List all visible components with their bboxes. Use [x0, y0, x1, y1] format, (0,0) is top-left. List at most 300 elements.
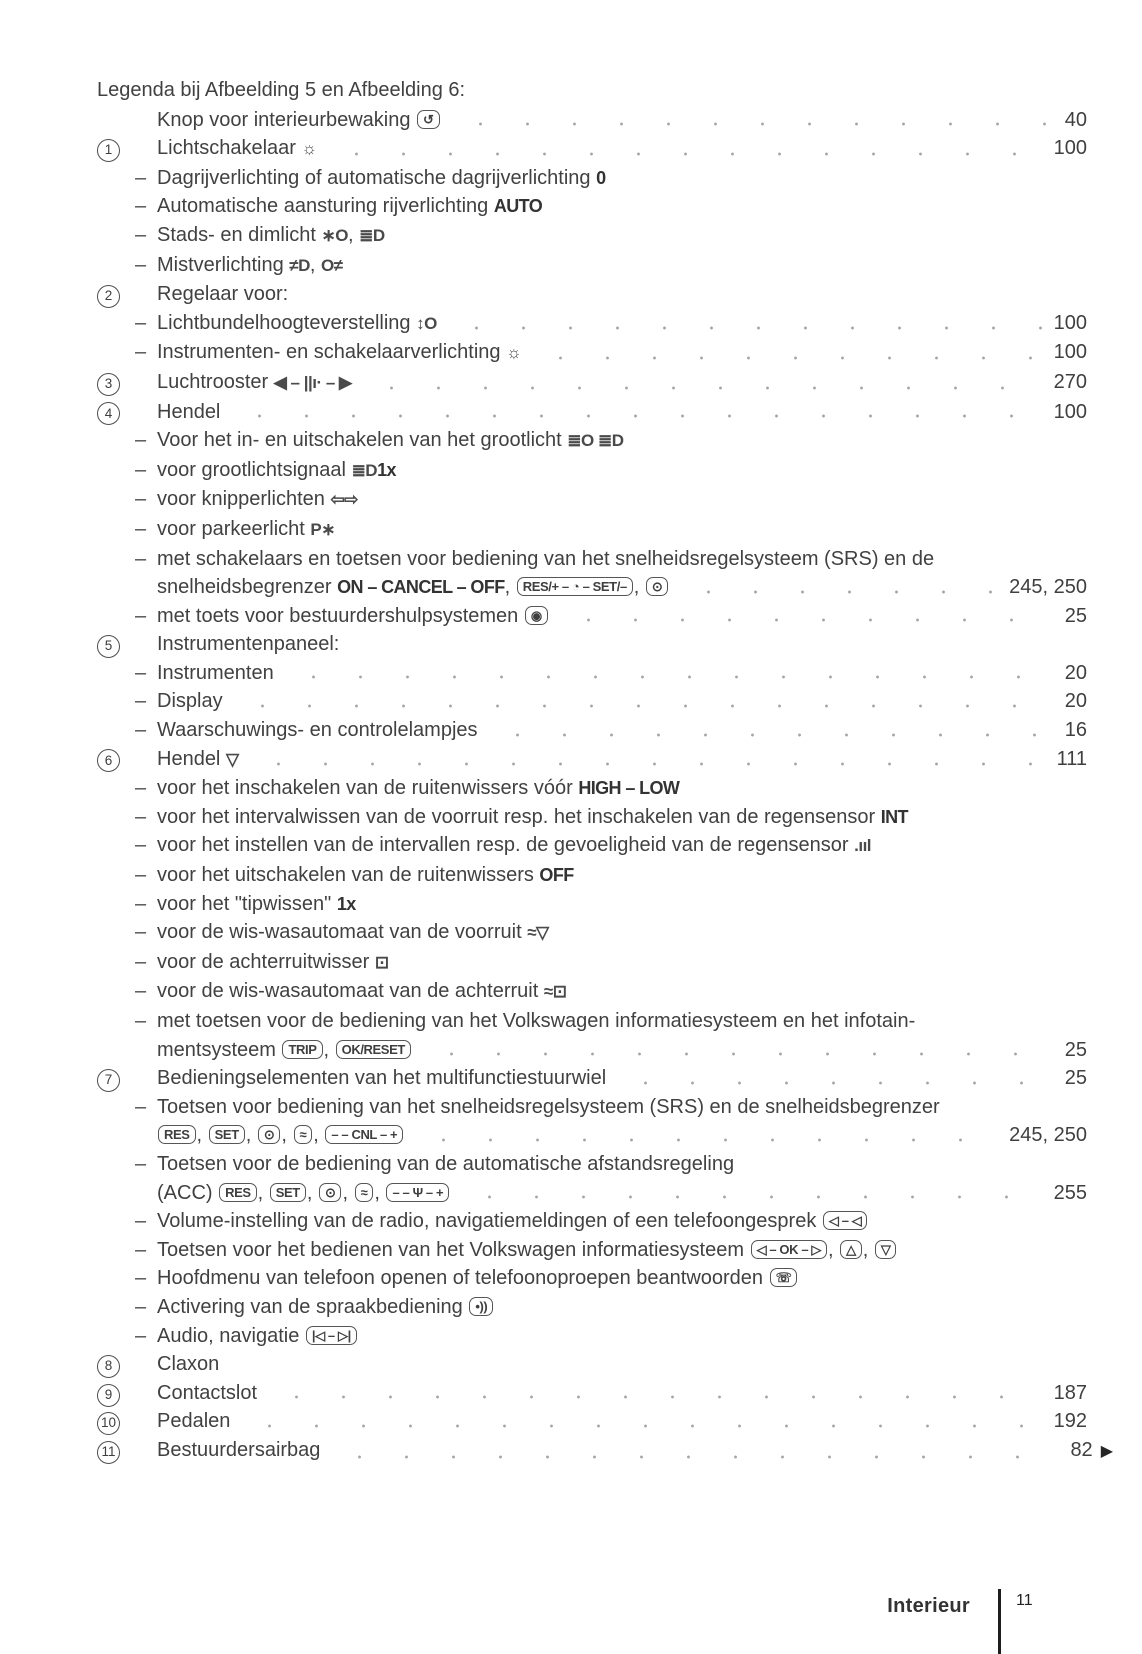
legend-subitem: [97, 659, 1087, 688]
page-number: 25: [1064, 1038, 1087, 1061]
text: Toetsen voor de bediening van de automatische afstandsregeling: [157, 1152, 735, 1175]
text: Instrumenten: [157, 661, 274, 684]
legend-subitem: [97, 803, 1087, 832]
item-number-column: [97, 280, 135, 309]
low-beam-icon: ≣D: [359, 225, 385, 245]
text: ON – CANCEL – OFF: [337, 577, 505, 598]
item-number-column: [97, 1064, 135, 1093]
entry-text: [157, 1293, 494, 1322]
voice-control-key: •)): [469, 1297, 493, 1316]
dot-leader: [336, 1436, 1058, 1467]
item-number-badge: 5: [97, 635, 120, 658]
dash-marker: –: [135, 195, 147, 218]
entry-text: [157, 659, 274, 688]
text: ,: [313, 1124, 325, 1147]
text: mentsysteem: [157, 1038, 282, 1061]
dash-marker: –: [135, 517, 147, 540]
dot-leader: [622, 1064, 1053, 1093]
wiper-lever-icon: ▽: [225, 749, 239, 769]
item-number-badge: 7: [97, 1069, 120, 1092]
dash-marker: –: [135, 805, 147, 828]
dash-marker: –: [135, 777, 147, 800]
dash-marker: –: [135, 661, 147, 684]
text: Instrumentenpaneel:: [157, 633, 340, 656]
legend-subitem: [97, 977, 1087, 1007]
entry-text: [157, 861, 574, 890]
dash-marker: –: [135, 950, 147, 973]
item-number-badge: 4: [97, 402, 120, 425]
entry-text: [97, 76, 465, 105]
legend-subitem: [97, 831, 1087, 861]
legend-subitem: [97, 1264, 1087, 1293]
text: 1x: [336, 893, 356, 914]
headlight-flash-icon: ≣D: [351, 460, 378, 480]
entry-text: [157, 309, 437, 339]
item-number-badge: 3: [97, 373, 120, 396]
entry-text: [157, 221, 385, 251]
entry-text: [157, 426, 623, 456]
page-number: 25: [1064, 604, 1087, 627]
item-number-badge: 11: [97, 1441, 120, 1464]
item-number-badge: 6: [97, 749, 120, 772]
text: ,: [342, 1181, 354, 1204]
legend-entry: [97, 106, 1087, 135]
entry-text: [157, 918, 549, 948]
legend-subitem: [97, 192, 1087, 221]
page-number: 245, 250: [1009, 576, 1087, 599]
text: Display: [157, 690, 223, 713]
text: voor het intervalwissen van de voorruit resp. het inschakelen van de regensensor: [157, 805, 881, 828]
text: ,: [306, 1181, 318, 1204]
set-key: SET: [209, 1125, 245, 1144]
legend-continuation: [97, 1121, 1087, 1150]
entry-text: [157, 831, 871, 861]
text: INT: [880, 806, 908, 827]
text: AUTO: [493, 196, 543, 217]
page-number: 20: [1064, 661, 1087, 684]
legend-subitem: [97, 309, 1087, 339]
dash-marker: –: [135, 604, 147, 627]
legend-subitem: [97, 1093, 1087, 1122]
text: 1x: [377, 459, 396, 480]
text: Waarschuwings- en controlelampjes: [157, 719, 478, 742]
text: Toetsen voor bediening van het snelheidsregelsysteem (SRS) en de snelheidsbegrenzer: [157, 1095, 940, 1118]
legend-subitem: [97, 1322, 1087, 1351]
legend-entry: [97, 1350, 1087, 1379]
dash-marker: –: [135, 892, 147, 915]
text: met toetsen voor de bediening van het Volkswagen informatiesysteem en het infotain-: [157, 1010, 916, 1032]
text: Contactslot: [157, 1381, 258, 1404]
volume-key: ◁ – ◁: [823, 1211, 867, 1230]
text: 0: [596, 167, 606, 188]
text: Claxon: [157, 1353, 220, 1376]
text: voor grootlichtsignaal: [157, 458, 352, 481]
phone-key: ☏: [770, 1268, 798, 1287]
down-key: ▽: [875, 1240, 897, 1259]
legend-subitem: [97, 456, 1087, 486]
dash-marker: –: [135, 1324, 147, 1347]
text: ,: [504, 576, 516, 599]
text: Voor het in- en uitschakelen van het grootlicht: [157, 429, 568, 452]
dash-marker: –: [135, 223, 147, 246]
interior-monitoring-icon: ↺: [417, 110, 440, 129]
front-wash-wipe-icon: ≈▽: [527, 923, 549, 943]
front-fog-light-icon: ≠D: [289, 255, 310, 275]
entry-text: [157, 948, 389, 978]
entry-text: [157, 1407, 230, 1436]
entry-text: [157, 164, 606, 193]
dot-leader: [453, 309, 1042, 339]
text: Regelaar voor:: [157, 283, 289, 306]
text: Dagrijverlichting of automatische dagrijverlichting: [157, 166, 597, 189]
dash-marker: –: [135, 547, 147, 570]
speedometer-key: ⊙: [258, 1125, 281, 1144]
dash-marker: –: [135, 458, 147, 481]
legend-entry: [97, 398, 1087, 427]
page-number: 255: [1053, 1181, 1087, 1204]
side-light-icon: ∗O: [321, 225, 348, 245]
entry-text: [157, 192, 542, 221]
dot-leader: [565, 602, 1053, 631]
legend-title: [97, 76, 1087, 105]
entry-text: [157, 1179, 450, 1208]
item-number-column: [97, 134, 135, 163]
footer-page-number: 11: [1016, 1592, 1033, 1609]
text: ,: [257, 1181, 269, 1204]
driver-assist-key: ◉: [525, 606, 548, 625]
text: ,: [281, 1124, 293, 1147]
legend-subitem: [97, 221, 1087, 251]
page-number: 111: [1056, 747, 1087, 770]
text: Automatische aansturing rijverlichting: [157, 195, 494, 218]
rear-wiper-icon: ⊡: [374, 952, 389, 972]
dash-marker: –: [135, 1267, 147, 1290]
dot-leader: [236, 398, 1041, 427]
dash-marker: –: [135, 1152, 147, 1175]
entry-text: [157, 745, 239, 775]
page-number: 20: [1064, 690, 1087, 713]
page-number: 100: [1053, 311, 1087, 334]
text: Hendel: [157, 747, 226, 770]
text: ,: [245, 1124, 257, 1147]
legend-entry: [97, 745, 1087, 775]
item-number-column: [97, 1436, 135, 1465]
dot-leader: [239, 687, 1053, 716]
entry-text: [157, 1093, 940, 1122]
text: OFF: [539, 865, 574, 886]
item-number-column: [97, 745, 135, 774]
turn-signal-icons: ⇦⇨: [330, 490, 358, 510]
page-number: 187: [1053, 1381, 1087, 1404]
res-key: RES: [219, 1183, 257, 1202]
distance-key: ≈: [294, 1125, 313, 1144]
legend-subitem: [97, 716, 1087, 745]
dash-marker: –: [135, 980, 147, 1003]
entry-text: [157, 1379, 257, 1408]
dash-marker: –: [135, 1010, 147, 1032]
text: voor het uitschakelen van de ruitenwissers: [157, 864, 540, 887]
item-number-badge: 8: [97, 1355, 120, 1378]
rain-sensor-sensitivity-icon: .ııl: [854, 836, 872, 856]
legend-subitem: [97, 1150, 1087, 1179]
dash-marker: –: [135, 1295, 147, 1318]
entry-text: [157, 774, 679, 803]
text: ,: [374, 1181, 386, 1204]
dot-leader: [255, 745, 1045, 775]
text: voor de wis-wasautomaat van de voorruit: [157, 921, 528, 944]
dot-leader: [290, 659, 1053, 688]
text: ,: [196, 1124, 208, 1147]
page-number: 192: [1053, 1410, 1087, 1433]
entry-text: [157, 398, 220, 427]
text: Lichtschakelaar: [157, 137, 302, 160]
dash-marker: –: [135, 488, 147, 511]
legend-subitem: [97, 861, 1087, 890]
footer-divider: [998, 1589, 1001, 1654]
text: voor de wis-wasautomaat van de achterruit: [157, 980, 544, 1003]
page-number: 100: [1053, 341, 1087, 364]
dot-leader: [685, 573, 997, 602]
cruise-res-set-key: RES/+ – ◔ – SET/–: [517, 577, 633, 596]
text: Pedalen: [157, 1410, 231, 1433]
text: snelheidsbegrenzer: [157, 576, 338, 599]
dash-marker: –: [135, 690, 147, 713]
item-number-badge: 1: [97, 139, 120, 162]
text: Knop voor interieurbewaking: [157, 108, 417, 131]
distance-key: ≈: [355, 1183, 374, 1202]
dash-marker: –: [135, 864, 147, 887]
legend-subitem: [97, 1236, 1087, 1265]
entry-text: [157, 1350, 219, 1379]
legend-subitem: [97, 774, 1087, 803]
entry-text: [157, 456, 396, 486]
item-number-column: [97, 1379, 135, 1408]
continuation-arrow-icon: ▶: [1100, 1442, 1113, 1460]
legend-entry: [97, 280, 1087, 309]
text: Mistverlichting: [157, 253, 290, 276]
legend-entry: [97, 1379, 1087, 1408]
speed-limiter-key: ⊙: [646, 577, 669, 596]
item-number-badge: 2: [97, 285, 120, 308]
entry-text: [157, 545, 934, 574]
dot-leader: [428, 1036, 1053, 1065]
dot-leader: [466, 1179, 1041, 1208]
entry-text: [157, 890, 356, 919]
legend-entry: [97, 1436, 1113, 1467]
dash-marker: –: [135, 311, 147, 334]
item-number-column: [97, 1350, 135, 1379]
text: Lichtbundelhoogteverstelling: [157, 311, 417, 334]
light-switch-icon: ☼: [301, 139, 317, 159]
entry-text: [157, 251, 343, 281]
dash-marker: –: [135, 429, 147, 452]
legend-subitem: [97, 515, 1087, 545]
text: Luchtrooster: [157, 370, 274, 393]
entry-text: [157, 716, 478, 745]
page-number: 270: [1053, 370, 1087, 393]
entry-text: [157, 1064, 606, 1093]
info-system-key: ◁ – OK – ▷: [751, 1240, 827, 1259]
text: met toets voor bestuurdershulpsystemen: [157, 604, 524, 627]
dot-leader: [273, 1379, 1042, 1408]
dash-marker: –: [135, 166, 147, 189]
text: voor het inschakelen van de ruitenwissers vóór: [157, 777, 579, 800]
legend-list: [97, 76, 1113, 1467]
dash-marker: –: [135, 1238, 147, 1261]
text: voor knipperlichten: [157, 488, 331, 511]
legend-entry: [97, 630, 1087, 659]
entry-text: [157, 485, 358, 515]
item-number-column: [97, 368, 135, 397]
legend-subitem: [97, 545, 1087, 574]
entry-text: [157, 803, 908, 832]
dot-leader: [333, 134, 1042, 164]
acc-adjust-key: – – Ψ – +: [386, 1183, 449, 1202]
dot-leader: [537, 338, 1041, 368]
text: ,: [827, 1238, 840, 1261]
text: voor de achterruitwisser: [157, 950, 375, 973]
dash-marker: –: [135, 1095, 147, 1118]
item-number-column: [97, 1407, 135, 1436]
entry-text: [157, 1436, 320, 1465]
text: voor het instellen van de intervallen resp. de gevoeligheid van de regensensor: [157, 834, 855, 857]
page-number: 100: [1053, 400, 1087, 423]
text: Stads- en dimlicht: [157, 223, 322, 246]
legend-continuation: [97, 1036, 1087, 1065]
legend-subitem: [97, 948, 1087, 978]
legend-subitem: [97, 687, 1087, 716]
instrument-lighting-icon: ☼: [506, 343, 522, 363]
entry-text: [157, 280, 288, 309]
legend-continuation: [97, 573, 1087, 602]
dot-leader: [457, 106, 1053, 135]
legend-subitem: [97, 602, 1087, 631]
text: Volume-instelling van de radio, navigatiemeldingen of een telefoongesprek: [157, 1210, 822, 1233]
text: ,: [347, 223, 360, 246]
up-key: △: [840, 1240, 862, 1259]
rear-wash-wipe-icon: ≈⊡: [543, 982, 567, 1002]
item-number-badge: 10: [97, 1412, 120, 1435]
parking-light-icon: P∗: [310, 519, 335, 539]
text: ,: [309, 253, 321, 276]
text: HIGH – LOW: [578, 778, 680, 799]
speedometer-key: ⊙: [319, 1183, 342, 1202]
dot-leader: [246, 1407, 1041, 1436]
cnl-key: – – CNL – +: [325, 1125, 403, 1144]
high-beam-icons: ≣O ≣D: [567, 431, 624, 451]
dash-marker: –: [135, 253, 147, 276]
res-key: RES: [158, 1125, 196, 1144]
item-number-badge: 9: [97, 1384, 120, 1407]
dash-marker: –: [135, 834, 147, 857]
dot-leader: [420, 1121, 997, 1150]
audio-nav-key: |◁ – ▷|: [306, 1326, 357, 1345]
text: Hendel: [157, 400, 221, 423]
entry-text: [157, 1207, 868, 1236]
legend-continuation: [97, 1179, 1087, 1208]
air-vent-icon: ◀ – ||ı· – ▶: [273, 372, 352, 392]
legend-subitem: [97, 1293, 1087, 1322]
legend-entry: [97, 134, 1087, 164]
text: Toetsen voor het bedienen van het Volkswagen informatiesysteem: [157, 1238, 750, 1261]
dash-marker: –: [135, 719, 147, 742]
legend-subitem: [97, 1207, 1087, 1236]
legend-subitem: [97, 338, 1087, 368]
dot-leader: [368, 368, 1042, 398]
legend-subitem: [97, 251, 1087, 281]
legend-subitem: [97, 164, 1087, 193]
rear-fog-light-icon: O≠: [321, 255, 343, 275]
legend-subitem: [97, 1007, 1087, 1036]
entry-text: [157, 338, 521, 368]
entry-text: [157, 1121, 404, 1150]
item-number-column: [97, 398, 135, 427]
text: Bestuurdersairbag: [157, 1438, 321, 1461]
text: voor parkeerlicht: [157, 517, 311, 540]
page-number: 82: [1070, 1438, 1093, 1461]
text: Bedieningselementen van het multifunctiestuurwiel: [157, 1067, 607, 1090]
legend-entry: [97, 1407, 1087, 1436]
text: ,: [862, 1238, 874, 1261]
entry-text: [157, 1150, 734, 1179]
entry-text: [157, 977, 566, 1007]
dash-marker: –: [135, 341, 147, 364]
text: Instrumenten- en schakelaarverlichting: [157, 341, 507, 364]
entry-text: [157, 1036, 412, 1065]
legend-entry: [97, 1064, 1087, 1093]
entry-text: [157, 1236, 897, 1265]
entry-text: [157, 106, 441, 135]
text: Audio, navigatie: [157, 1324, 305, 1347]
text: met schakelaars en toetsen voor bediening van het snelheidsregelsysteem (SRS) en de: [157, 547, 935, 570]
text: ,: [633, 576, 645, 599]
legend-subitem: [97, 485, 1087, 515]
set-key: SET: [270, 1183, 306, 1202]
entry-text: [157, 1264, 798, 1293]
page-number: 40: [1064, 108, 1087, 131]
ok-reset-key: OK/RESET: [336, 1040, 411, 1059]
text: Legenda bij Afbeelding 5 en Afbeelding 6:: [97, 79, 466, 101]
entry-text: [157, 602, 549, 631]
headlight-range-icon: ↕O: [416, 313, 437, 333]
text: (ACC): [157, 1181, 219, 1204]
trip-key: TRIP: [282, 1040, 322, 1059]
entry-text: [157, 1007, 915, 1036]
text: Hoofdmenu van telefoon openen of telefoonoproepen beantwoorden: [157, 1267, 769, 1290]
entry-text: [157, 134, 317, 164]
text: Activering van de spraakbediening: [157, 1295, 469, 1318]
page-number: 16: [1064, 719, 1087, 742]
legend-subitem: [97, 890, 1087, 919]
dot-leader: [494, 716, 1053, 745]
text: voor het "tipwissen": [157, 892, 337, 915]
entry-text: [157, 1322, 358, 1351]
text: ,: [323, 1038, 335, 1061]
entry-text: [157, 687, 223, 716]
page-number: 25: [1064, 1067, 1087, 1090]
dash-marker: –: [135, 1210, 147, 1233]
legend-entry: [97, 368, 1087, 398]
dash-marker: –: [135, 921, 147, 944]
item-number-column: [97, 630, 135, 659]
legend-subitem: [97, 918, 1087, 948]
legend-subitem: [97, 426, 1087, 456]
page-number: 245, 250: [1009, 1124, 1087, 1147]
entry-text: [157, 630, 339, 659]
entry-text: [157, 515, 335, 545]
entry-text: [157, 368, 352, 398]
page-number: 100: [1053, 137, 1087, 160]
